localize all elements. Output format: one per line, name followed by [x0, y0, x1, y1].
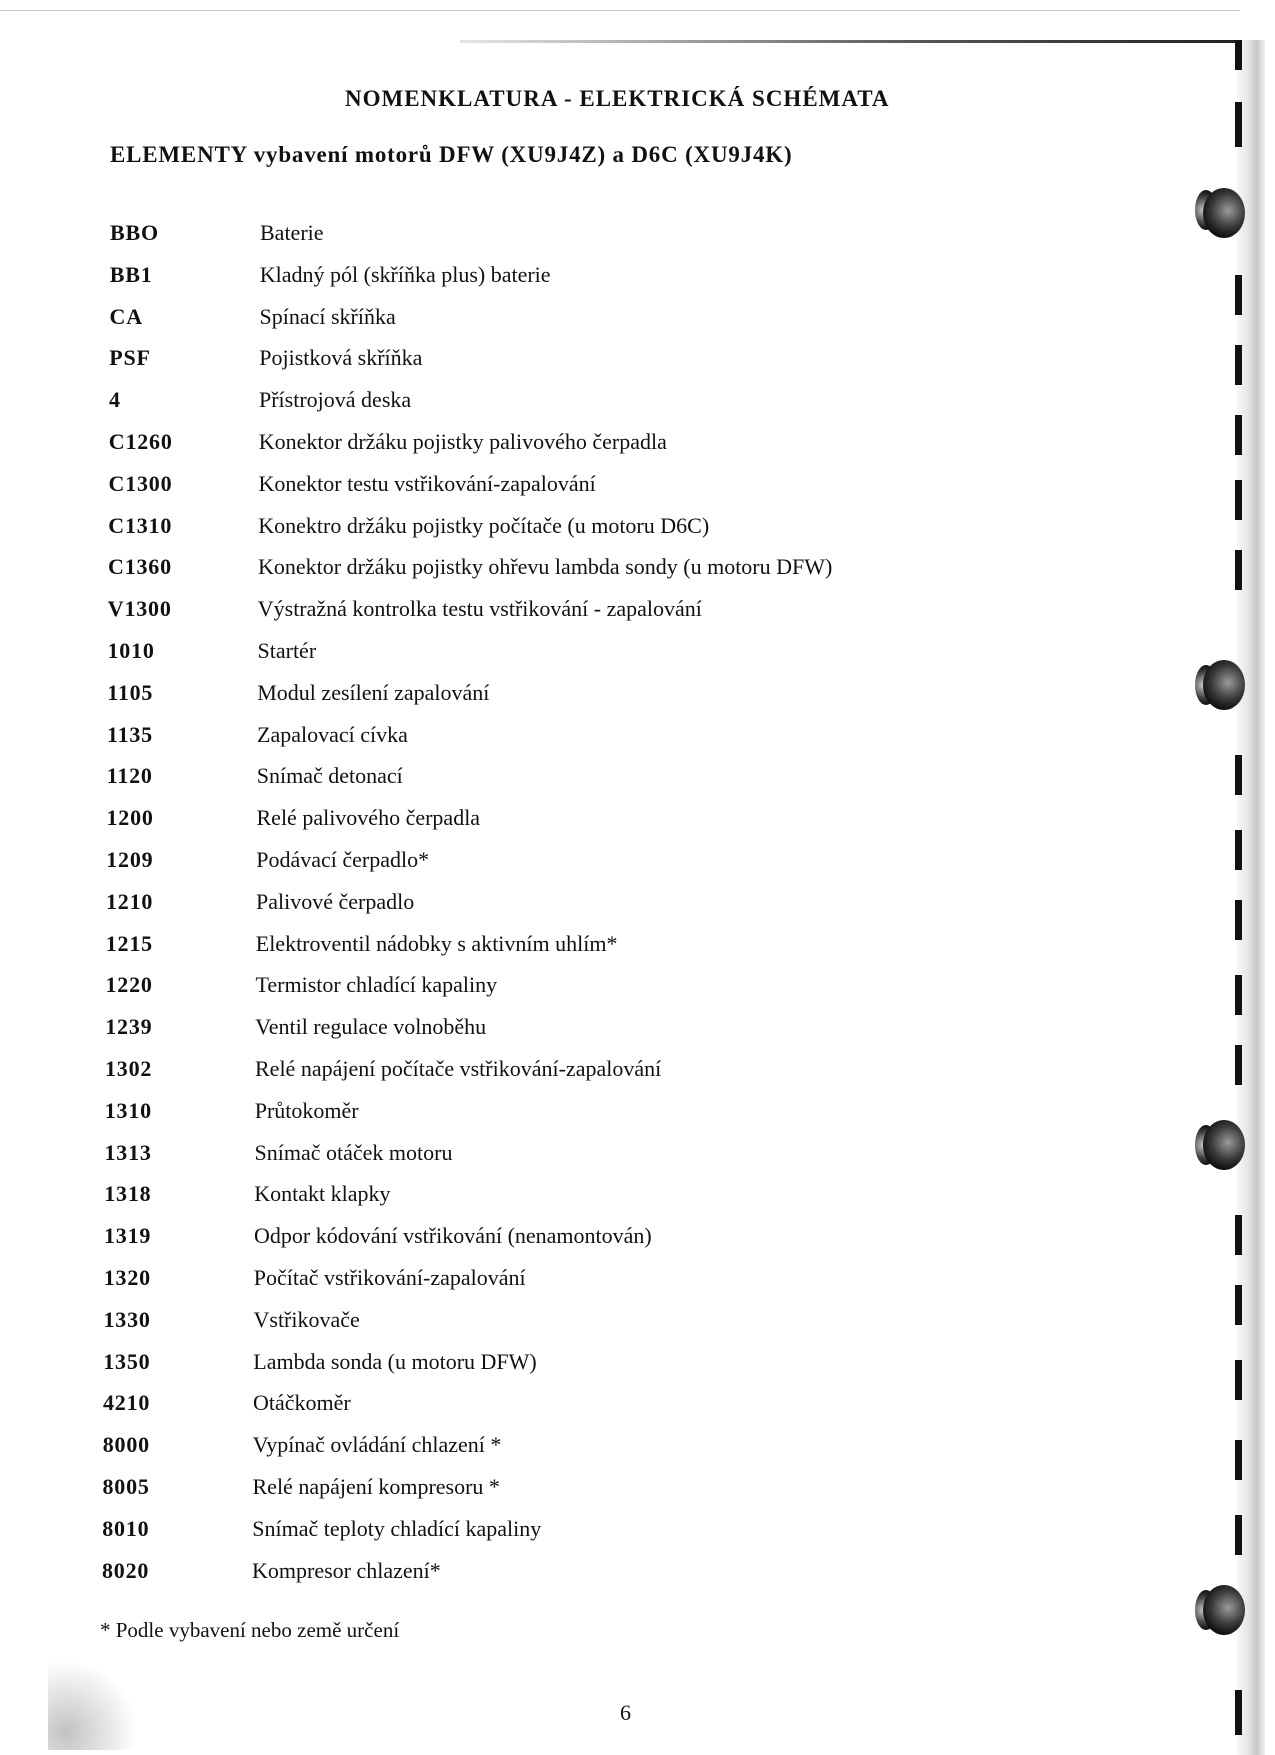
component-description: Relé palivového čerpadla [256, 805, 481, 831]
binder-slot [1235, 102, 1242, 147]
component-description: Konektor testu vstřikování-zapalování [258, 470, 596, 496]
binder-slot [1235, 1360, 1242, 1400]
component-description: Termistor chladící kapaliny [255, 972, 498, 998]
binder-slot [1235, 1515, 1242, 1555]
component-description: Kladný pól (skříňka plus) baterie [259, 261, 551, 287]
page-subtitle: ELEMENTY vybavení motorů DFW (XU9J4Z) a D6C (XU9J4K) [110, 142, 793, 167]
component-description: Pojistková skříňka [259, 345, 423, 371]
component-description: Přístrojová deska [259, 387, 412, 413]
component-description: Relé napájení kompresoru * [252, 1474, 500, 1499]
component-code: 1010 [107, 638, 155, 663]
binder-slot [1235, 550, 1242, 590]
component-code: C1260 [108, 429, 173, 454]
component-code: 8005 [102, 1474, 150, 1499]
binder-slot [1235, 1215, 1242, 1255]
component-code: 4210 [103, 1390, 151, 1416]
component-description: Elektroventil nádobky s aktivním uhlím* [255, 930, 618, 956]
component-description: Zapalovací cívka [257, 721, 408, 747]
component-description: Ventil regulace volnoběhu [255, 1014, 487, 1040]
component-code: 1105 [107, 679, 154, 705]
binder-slot [1235, 1690, 1242, 1735]
component-code: C1360 [108, 554, 172, 580]
component-code: 1239 [105, 1014, 153, 1040]
component-code: 1318 [104, 1181, 152, 1207]
binder-slot [1235, 975, 1242, 1015]
component-code: 1120 [106, 763, 153, 789]
component-description: Lambda sonda (u motoru DFW) [253, 1348, 537, 1374]
component-code: 1215 [105, 930, 153, 956]
binder-slot [1235, 1285, 1242, 1325]
binder-slot [1235, 755, 1242, 795]
binder-ring [1203, 1120, 1245, 1170]
component-description: Kompresor chlazení* [252, 1557, 441, 1583]
component-description: Konektor držáku pojistky palivového čerpadla [258, 429, 667, 454]
page-title-text: NOMENKLATURA - ELEKTRICKÁ SCHÉMATA [345, 86, 890, 111]
scan-corner-noise [48, 1660, 138, 1750]
component-code: 1210 [106, 888, 154, 914]
component-description: Výstražná kontrolka testu vstřikování - zapalování [257, 596, 702, 622]
component-code: C1300 [108, 470, 173, 496]
component-code: 1319 [104, 1223, 152, 1249]
binder-slot [1235, 345, 1242, 385]
component-description: Konektro držáku pojistky počítače (u motoru D6C) [258, 512, 710, 538]
component-code: BBO [110, 220, 159, 245]
component-description: Podávací čerpadlo* [256, 847, 430, 872]
component-code: 1350 [103, 1348, 151, 1374]
binder-slot [1235, 900, 1242, 940]
component-code: 1209 [106, 847, 154, 872]
component-description: Baterie [260, 220, 324, 245]
component-description: Relé napájení počítače vstřikování-zapalování [255, 1056, 662, 1081]
component-code: V1300 [107, 596, 172, 622]
component-code: PSF [109, 345, 151, 371]
binder-slot [1235, 480, 1242, 520]
component-code: 1313 [104, 1139, 152, 1165]
scan-top-rule [460, 40, 1235, 43]
binder-slot [1235, 40, 1242, 70]
component-description: Vypínač ovládání chlazení * [252, 1432, 502, 1458]
binder-ring [1203, 1585, 1245, 1635]
component-description: Odpor kódování vstřikování (nenamontován) [254, 1223, 652, 1249]
binder-edge [1195, 40, 1275, 1755]
component-description: Otáčkoměr [253, 1390, 351, 1416]
component-description: Konektor držáku pojistky ohřevu lambda sondy (u motoru DFW) [258, 554, 833, 580]
binder-slot [1235, 1440, 1242, 1480]
component-code: 1310 [104, 1097, 152, 1123]
component-code: 8010 [102, 1515, 150, 1541]
component-code: 8000 [102, 1432, 150, 1458]
component-code: 1330 [103, 1306, 151, 1332]
component-description: Startér [257, 638, 317, 663]
binder-slot [1235, 275, 1242, 315]
component-code: 1200 [106, 805, 154, 831]
component-code: 1135 [107, 721, 153, 747]
component-description: Průtokoměr [254, 1097, 359, 1123]
component-code: CA [109, 303, 143, 329]
component-description: Modul zesílení zapalování [257, 679, 490, 705]
footnote: * Podle vybavení nebo země určení [100, 1618, 400, 1642]
binder-slot [1235, 830, 1242, 870]
component-code: 1320 [103, 1265, 151, 1290]
binder-ring [1203, 188, 1245, 238]
component-description: Vstřikovače [253, 1306, 360, 1332]
component-description: Snímač otáček motoru [254, 1139, 453, 1165]
component-code: 8020 [102, 1557, 150, 1583]
component-description: Počítač vstřikování-zapalování [253, 1265, 526, 1290]
component-code: 1302 [105, 1056, 153, 1081]
binder-slot [1235, 1045, 1242, 1085]
binder-slot [1235, 415, 1242, 455]
component-code: BB1 [109, 261, 153, 287]
component-code: 1220 [105, 972, 153, 998]
component-description: Snímač teploty chladící kapaliny [252, 1515, 542, 1541]
component-code: 4 [109, 387, 121, 413]
page-number: 6 [620, 1700, 631, 1725]
component-description: Snímač detonací [256, 763, 403, 789]
binder-ring [1203, 660, 1245, 710]
component-description: Palivové čerpadlo [256, 888, 415, 914]
component-code: C1310 [108, 512, 173, 538]
component-description: Spínací skříňka [259, 303, 396, 329]
scan-top-edge [0, 10, 1240, 11]
component-description: Kontakt klapky [254, 1181, 391, 1207]
